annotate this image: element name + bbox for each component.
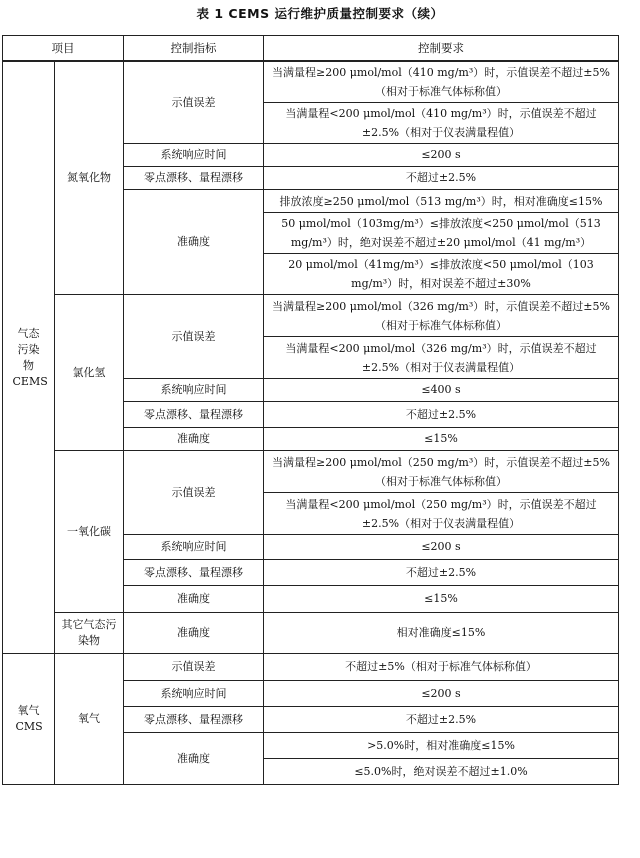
indicator-response-time: 系统响应时间 — [124, 681, 264, 707]
requirement-cell: 当满量程<200 μmol/mol（250 mg/m³）时，示值误差不超过±2.5%（相对于仪表满量程值） — [264, 493, 619, 535]
indicator-accuracy: 准确度 — [124, 586, 264, 613]
table-row — [3, 654, 619, 681]
requirement-cell: 当满量程<200 μmol/mol（326 mg/m³）时，示值误差不超过±2.5%（相对于仪表满量程值） — [264, 337, 619, 379]
header-item: 项目 — [3, 36, 124, 62]
requirement-cell: ≤400 s — [264, 379, 619, 402]
header-requirement: 控制要求 — [264, 36, 619, 62]
indicator-accuracy: 准确度 — [124, 190, 264, 295]
table-title: 表 1 CEMS 运行维护质量控制要求（续） — [196, 6, 444, 21]
pollutant-oxygen: 氧气 — [55, 654, 124, 785]
requirement-cell: 不超过±2.5% — [264, 707, 619, 733]
indicator-indication-error: 示值误差 — [124, 295, 264, 379]
requirement-cell: ≤200 s — [264, 144, 619, 167]
requirement-cell: 当满量程<200 μmol/mol（410 mg/m³）时，示值误差不超过±2.5%（相对于仪表满量程值） — [264, 103, 619, 144]
indicator-drift: 零点漂移、量程漂移 — [124, 560, 264, 586]
requirement-cell: 不超过±2.5% — [264, 402, 619, 428]
indicator-indication-error: 示值误差 — [124, 451, 264, 535]
indicator-drift: 零点漂移、量程漂移 — [124, 167, 264, 190]
requirement-cell: ≤15% — [264, 586, 619, 613]
category-oxygen-cms: 氧气CMS — [3, 654, 55, 785]
requirement-cell: 当满量程≥200 μmol/mol（250 mg/m³）时，示值误差不超过±5%（相对于标准气体标称值） — [264, 451, 619, 493]
requirement-cell: 不超过±2.5% — [264, 167, 619, 190]
indicator-response-time: 系统响应时间 — [124, 144, 264, 167]
requirement-cell: 50 μmol/mol（103mg/m³）≤排放浓度<250 μmol/mol（513 mg/m³）时，绝对误差不超过±20 μmol/mol（41 mg/m³） — [264, 213, 619, 254]
indicator-response-time: 系统响应时间 — [124, 535, 264, 560]
pollutant-other: 其它气态污染物 — [55, 613, 124, 654]
table-row — [3, 61, 619, 103]
requirement-cell: 不超过±2.5% — [264, 560, 619, 586]
header-row — [3, 36, 619, 62]
pollutant-chlorine: 氯化氢 — [55, 295, 124, 451]
indicator-accuracy: 准确度 — [124, 733, 264, 785]
pollutant-nox: 氮氧化物 — [55, 61, 124, 295]
indicator-accuracy: 准确度 — [124, 613, 264, 654]
table-row — [3, 451, 619, 493]
requirement-cell: 当满量程≥200 μmol/mol（410 mg/m³）时，示值误差不超过±5%（相对于标准气体标称值） — [264, 61, 619, 103]
indicator-indication-error: 示值误差 — [124, 61, 264, 144]
header-indicator: 控制指标 — [124, 36, 264, 62]
requirement-cell: ≤200 s — [264, 535, 619, 560]
pollutant-co: 一氧化碳 — [55, 451, 124, 613]
requirement-cell: ≤200 s — [264, 681, 619, 707]
indicator-accuracy: 准确度 — [124, 428, 264, 451]
requirement-cell: 排放浓度≥250 μmol/mol（513 mg/m³）时，相对准确度≤15% — [264, 190, 619, 213]
table-row — [3, 613, 619, 654]
category-gas-cems: 气态污染物CEMS — [3, 61, 55, 654]
indicator-response-time: 系统响应时间 — [124, 379, 264, 402]
requirement-cell: 当满量程≥200 μmol/mol（326 mg/m³）时，示值误差不超过±5%（相对于标准气体标称值） — [264, 295, 619, 337]
qc-requirements-table — [2, 35, 619, 785]
table-row — [3, 295, 619, 337]
requirement-cell: 不超过±5%（相对于标准气体标称值） — [264, 654, 619, 681]
indicator-indication-error: 示值误差 — [124, 654, 264, 681]
indicator-drift: 零点漂移、量程漂移 — [124, 402, 264, 428]
requirement-cell: ≤5.0%时，绝对误差不超过±1.0% — [264, 759, 619, 785]
requirement-cell: ≤15% — [264, 428, 619, 451]
indicator-drift: 零点漂移、量程漂移 — [124, 707, 264, 733]
requirement-cell: 20 μmol/mol（41mg/m³）≤排放浓度<50 μmol/mol（103 mg/m³）时，相对误差不超过±30% — [264, 254, 619, 295]
requirement-cell: 相对准确度≤15% — [264, 613, 619, 654]
requirement-cell: >5.0%时，相对准确度≤15% — [264, 733, 619, 759]
